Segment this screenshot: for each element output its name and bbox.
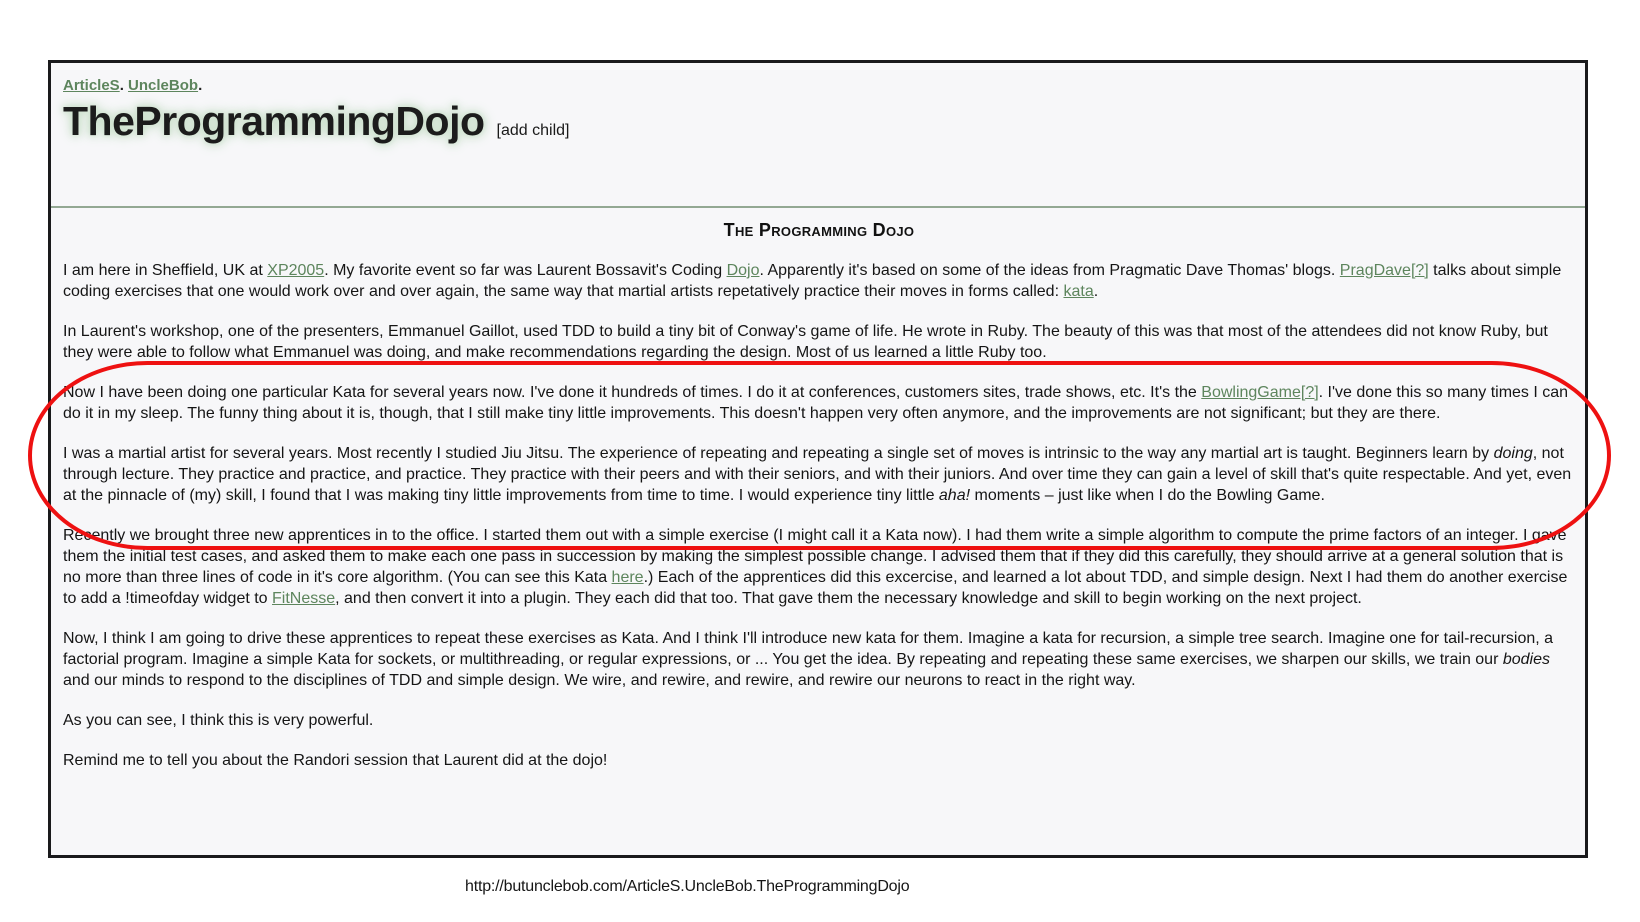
breadcrumb <box>63 77 1575 95</box>
emphasized-text: aha! <box>938 487 971 504</box>
add-child-button[interactable]: [add child] <box>496 122 570 139</box>
paragraph-4 <box>63 443 1575 506</box>
title-row <box>63 97 1575 155</box>
emphasized-text: bodies <box>1502 651 1551 668</box>
paragraph-6 <box>63 628 1575 691</box>
link-pragdave[interactable]: PragDave[?] <box>1339 262 1429 279</box>
text-run: In Laurent's workshop, one of the presenters, Emmanuel Gaillot, used TDD to build a tiny bit of Conway's game of life. He wrote in Ruby. The beauty of this was that most of the attendees did not know Ruby, but they were able to follow what Emmanuel was doing, and make recommendations regarding the design. Most of us learned a little Ruby too. <box>63 323 1548 361</box>
text-run: .) Each of the apprentices did this excercise, and learned a lot about TDD, and simple design. Next I had them do another exercise to add a !timeofday widget to <box>63 569 1568 607</box>
text-run: As you can see, I think this is very powerful. <box>63 712 374 729</box>
text-run: . My favorite event so far was Laurent Bossavit's Coding <box>324 262 727 279</box>
text-run: . <box>198 77 203 94</box>
text-run: , and then convert it into a plugin. They each did that too. That gave them the necessary knowledge and skill to begin working on the next project. <box>335 590 1362 607</box>
paragraph-1 <box>63 260 1575 302</box>
article-body <box>63 260 1575 771</box>
link-articles[interactable]: ArticleS <box>63 77 120 94</box>
text-run: I am here in Sheffield, UK at <box>63 262 268 279</box>
text-run: Recently we brought three new apprentices in to the office. I started them out with a simple exercise (I might call it a Kata now). I had them write a simple algorithm to compute the prime factors of an integer. I gave them the initial test cases, and asked them to make each one pass in succession by making the simplest possible change. I advised them that if they did this carefully, they should arrive at a general solution that is no more than three lines of code in it's core algorithm. (You can see this Kata <box>63 527 1567 586</box>
link-xp2005[interactable]: XP2005 <box>267 262 325 279</box>
link-here[interactable]: here <box>611 569 644 586</box>
link-fitnesse[interactable]: FitNesse <box>272 590 336 607</box>
text-run: talks about simple coding exercises that one would work over and over again, the same way that martial artists repetatively practice their moves in forms called: <box>63 262 1562 300</box>
link-unclebob[interactable]: UncleBob <box>128 77 199 94</box>
wiki-page <box>48 60 1588 858</box>
text-run: I was a martial artist for several years. Most recently I studied Jiu Jitsu. The experience of repeating and repeating a single set of moves is intrinsic to the way any martial art is taught. Beginners learn by <box>63 445 1494 462</box>
text-run: . I've done this so many times I can do it in my sleep. The funny thing about it is, though, that I still make tiny little improvements. This doesn't happen very often anymore, and the improvements are not significant; but they are there. <box>63 384 1569 422</box>
text-run: . Apparently it's based on some of the ideas from Pragmatic Dave Thomas' blogs. <box>759 262 1340 279</box>
paragraph-2 <box>63 321 1575 363</box>
paragraph-5 <box>63 525 1575 609</box>
link-bowlinggame[interactable]: BowlingGame[?] <box>1201 384 1319 401</box>
horizontal-rule <box>51 206 1585 208</box>
text-run: Now, I think I am going to drive these apprentices to repeat these exercises as Kata. And I think I'll introduce new kata for them. Imagine a kata for recursion, a simple tree search. Imagine one for tail-recursion, a factorial program. Imagine a simple Kata for sockets, or multithreading, or regular expressions, or ... You get the idea. By repeating and repeating these same exercises, we sharpen our skills, we train our <box>63 630 1554 668</box>
paragraph-7 <box>63 710 1575 731</box>
text-run: Now I have been doing one particular Kata for several years now. I've done it hundreds of times. I do it at conferences, customers sites, trade shows, etc. It's the <box>63 384 1202 401</box>
article-heading: The Programming Dojo <box>723 220 915 240</box>
text-run: . <box>119 77 129 94</box>
text-run: , not through lecture. They practice and practice, and practice. They practice with their peers and with their seniors, and with their juniors. And over time they can gain a level of skill that's quite respectable. And yet, even at the pinnacle of (my) skill, I found that I was making tiny little improvements from time to time. I would experience tiny little <box>63 445 1572 504</box>
link-kata[interactable]: kata <box>1063 283 1094 300</box>
text-run: Remind me to tell you about the Randori session that Laurent did at the dojo! <box>63 752 608 769</box>
text-run: and our minds to respond to the disciplines of TDD and simple design. We wire, and rewire, and rewire, and rewire our neurons to react in the right way. <box>63 672 1136 689</box>
paragraph-3 <box>63 382 1575 424</box>
footer-url-caption: http://butunclebob.com/ArticleS.UncleBob.TheProgrammingDojo <box>465 878 910 895</box>
link-dojo[interactable]: Dojo <box>726 262 760 279</box>
emphasized-text: doing <box>1493 445 1533 462</box>
text-run: moments – just like when I do the Bowling Game. <box>970 487 1325 504</box>
paragraph-8 <box>63 750 1575 771</box>
text-run: . <box>1093 283 1099 300</box>
page-title: TheProgrammingDojo <box>63 98 485 144</box>
